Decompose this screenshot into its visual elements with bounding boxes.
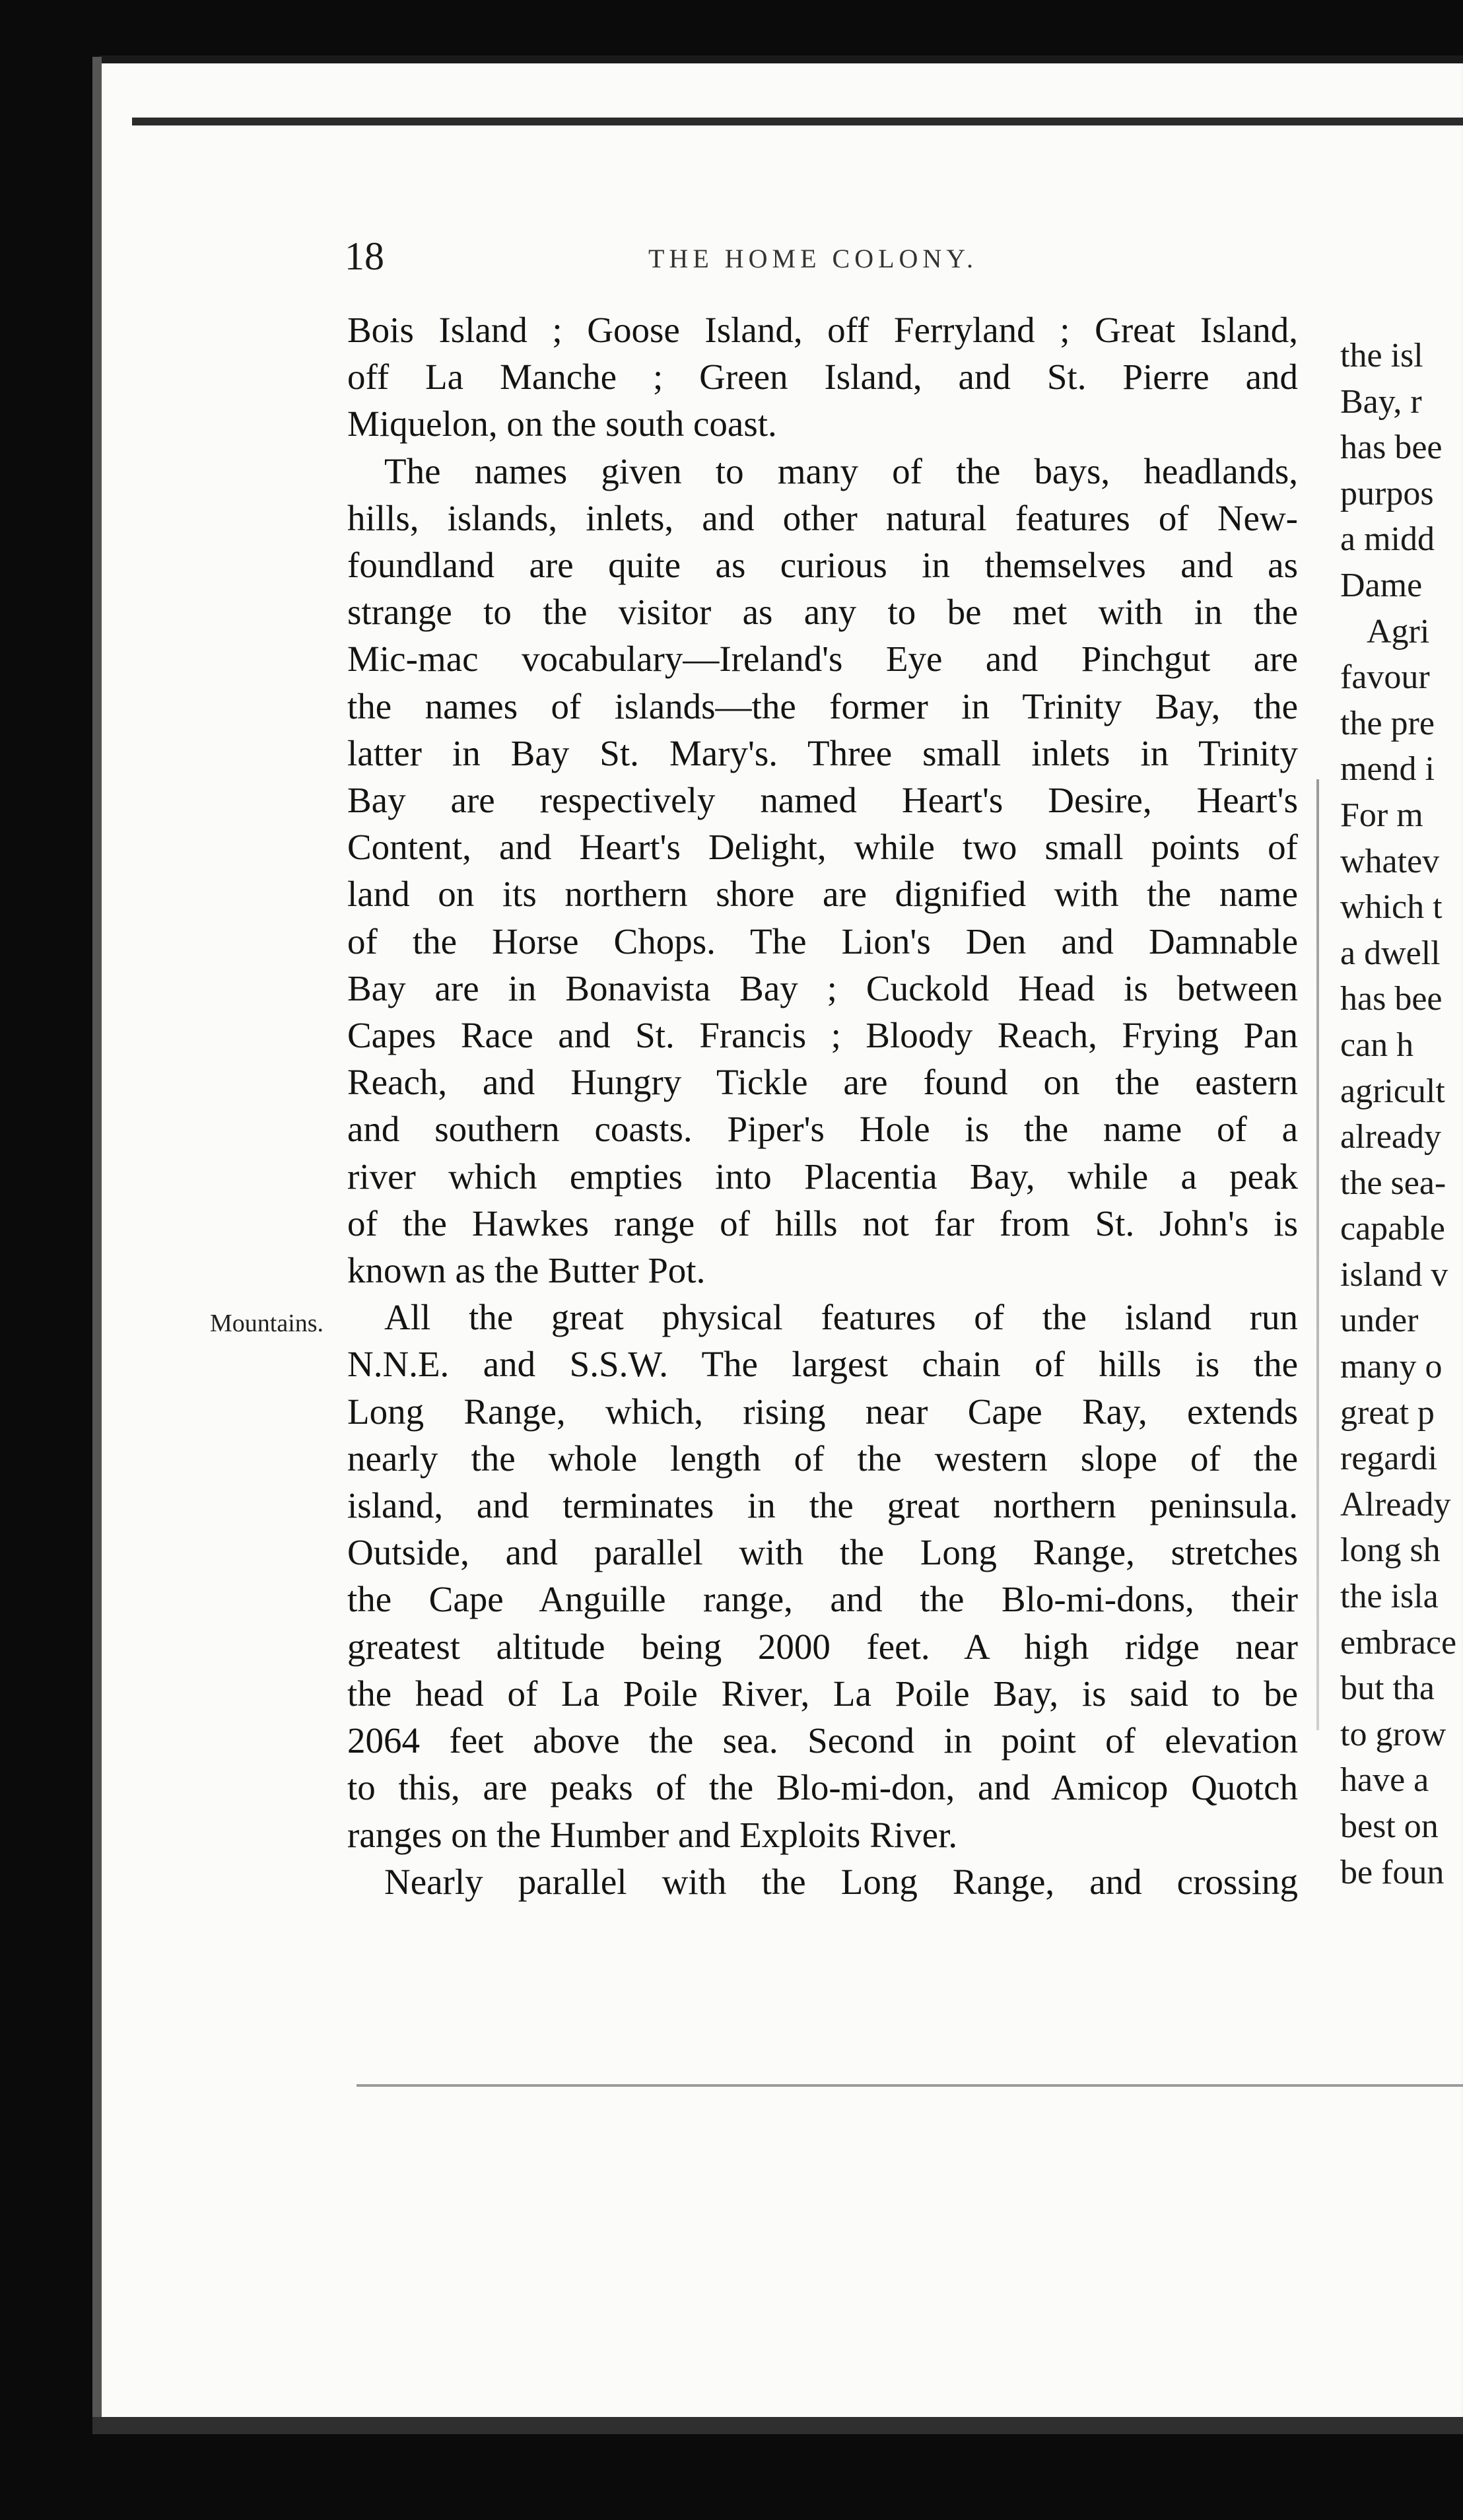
fragment-line: Agri	[1367, 612, 1430, 650]
text-line: land on its northern shore are dignified with the name	[347, 874, 1298, 915]
text-line: of the Hawkes range of hills not far from St. John's is	[347, 1203, 1298, 1243]
fragment-line: many o	[1340, 1348, 1443, 1386]
text-line: known as the Butter Pot.	[347, 1250, 706, 1291]
fragment-line: already	[1340, 1118, 1442, 1156]
fragment-line: has bee	[1340, 980, 1443, 1018]
next-page-column-fragment	[1340, 333, 1463, 1895]
fragment-line: under	[1340, 1302, 1419, 1340]
top-rule	[132, 118, 1463, 125]
text-line: Long Range, which, rising near Cape Ray, extends	[347, 1391, 1298, 1432]
fragment-line: Already	[1340, 1485, 1451, 1523]
fragment-line: long sh	[1340, 1531, 1441, 1570]
fragment-line: island v	[1340, 1255, 1448, 1294]
page-header	[345, 234, 1295, 287]
page-number: 18	[345, 234, 384, 278]
fragment-line: whatev	[1340, 842, 1440, 880]
text-line: the Cape Anguille range, and the Blo-mi-dons, their	[347, 1579, 1298, 1620]
text-line: island, and terminates in the great northern peninsula.	[347, 1485, 1298, 1526]
fragment-line: be foun	[1340, 1853, 1445, 1891]
text-line: 2064 feet above the sea. Second in point of elevation	[347, 1720, 1298, 1761]
text-line: river which empties into Placentia Bay, while a peak	[347, 1156, 1298, 1197]
text-line: Bay are in Bonavista Bay ; Cuckold Head is between	[347, 967, 1298, 1008]
text-line: strange to the visitor as any to be met with in the	[347, 592, 1298, 633]
text-line: Nearly parallel with the Long Range, and crossing	[384, 1861, 1298, 1902]
text-line: The names given to many of the bays, headlands,	[384, 450, 1298, 491]
text-line: hills, islands, inlets, and other natural features of New-	[347, 497, 1298, 538]
text-line: Reach, and Hungry Tickle are found on the eastern	[347, 1062, 1298, 1103]
fragment-line: to grow	[1340, 1715, 1446, 1753]
fragment-line: a dwell	[1340, 934, 1441, 972]
left-page-shadow	[92, 57, 102, 2434]
fragment-line: the isl	[1340, 337, 1423, 374]
text-line: and southern coasts. Piper's Hole is the name of a	[347, 1109, 1298, 1150]
fragment-line: which t	[1340, 888, 1443, 927]
text-line: Outside, and parallel with the Long Range, stretches	[347, 1532, 1298, 1573]
text-line: Miquelon, on the south coast.	[347, 403, 777, 444]
text-line: the head of La Poile River, La Poile Bay, is said to be	[347, 1673, 1298, 1714]
fragment-line: a midd	[1340, 520, 1435, 559]
fragment-line: has bee	[1340, 429, 1443, 467]
text-line: Bay are respectively named Heart's Desire, Heart's	[347, 780, 1298, 821]
fragment-line: the sea-	[1340, 1164, 1446, 1202]
fragment-line: regardi	[1340, 1440, 1438, 1478]
bottom-rule	[92, 2417, 1463, 2434]
main-text-column	[347, 306, 1298, 1905]
fragment-line: Bay, r	[1340, 382, 1422, 421]
margin-note: Mountains.	[210, 1310, 324, 1337]
text-line: to this, are peaks of the Blo-mi-don, and Amicop Quotch	[347, 1767, 1298, 1808]
text-line: nearly the whole length of the western slope of the	[347, 1438, 1298, 1479]
text-line: foundland are quite as curious in themselves and as	[347, 545, 1298, 586]
fragment-line: but tha	[1340, 1669, 1435, 1708]
text-line: Content, and Heart's Delight, while two small points of	[347, 827, 1298, 868]
fragment-line: can h	[1340, 1026, 1414, 1064]
text-line: Bois Island ; Goose Island, off Ferryland ; Great Island,	[347, 310, 1298, 350]
text-line: N.N.E. and S.S.W. The largest chain of hills is the	[347, 1344, 1298, 1385]
fragment-line: have a	[1340, 1761, 1429, 1800]
fragment-line: mend i	[1340, 750, 1435, 788]
running-head: THE HOME COLONY.	[648, 244, 978, 273]
fragment-line: best on	[1340, 1807, 1439, 1845]
fragment-line: purpos	[1340, 474, 1434, 512]
bottom-rule-faint	[357, 2084, 1463, 2087]
fragment-line: capable	[1340, 1210, 1445, 1248]
fragment-line: agricult	[1340, 1072, 1445, 1110]
fragment-line: the pre	[1340, 704, 1435, 742]
text-line: latter in Bay St. Mary's. Three small inlets in Trinity	[347, 732, 1298, 773]
fragment-line: the isla	[1340, 1578, 1439, 1616]
text-line: of the Horse Chops. The Lion's Den and Damnable	[347, 921, 1298, 962]
text-line: Mic-mac vocabulary—Ireland's Eye and Pinchgut are	[347, 639, 1298, 680]
top-page-edge	[99, 55, 1463, 63]
text-line: Capes Race and St. Francis ; Bloody Reach, Frying Pan	[347, 1015, 1298, 1056]
fragment-line: great p	[1340, 1393, 1435, 1432]
fragment-line: Dame	[1340, 566, 1423, 604]
fragment-line: embrace	[1340, 1623, 1457, 1662]
column-gutter	[1316, 779, 1319, 1730]
fragment-line: For m	[1340, 796, 1423, 834]
text-line: greatest altitude being 2000 feet. A high ridge near	[347, 1626, 1298, 1667]
text-line: off La Manche ; Green Island, and St. Pierre and	[347, 357, 1298, 398]
text-line: All the great physical features of the island run	[384, 1297, 1298, 1338]
text-line: the names of islands—the former in Trinity Bay, the	[347, 685, 1298, 726]
text-line: ranges on the Humber and Exploits River.	[347, 1814, 958, 1855]
fragment-line: favour	[1340, 658, 1430, 697]
